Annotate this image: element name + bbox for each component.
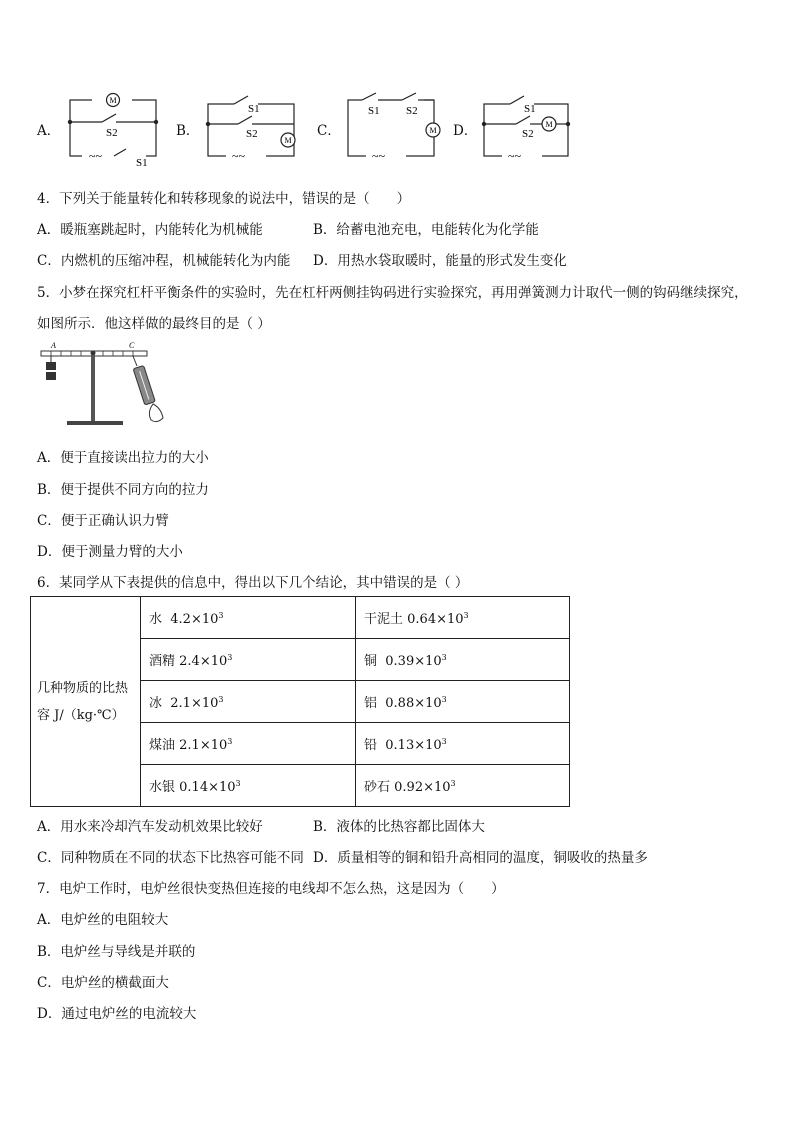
switch-label: S1 (524, 103, 536, 115)
circuit-diagram-c (340, 92, 444, 168)
switch-label: S2 (106, 127, 118, 139)
question-6-option-c: C．同种物质在不同的状态下比热容可能不同 (37, 850, 304, 866)
question-6-stem: 6．某同学从下表提供的信息中，得出以下几个结论，其中错误的是（ ） (37, 575, 469, 591)
question-6-option-b: B．液体的比热容都比固体大 (313, 819, 485, 835)
table-cell: 煤油 $2.1\times 10^3$ (141, 723, 356, 765)
table-cell: 冰 $2.1\times 10^3$ (141, 681, 356, 723)
question-5-option-b: B．便于提供不同方向的拉力 (37, 482, 209, 498)
question-4-stem: 4．下列关于能量转化和转移现象的说法中，错误的是（ ） (37, 191, 411, 207)
question-7-option-c: C．电炉丝的横截面大 (37, 975, 169, 991)
question-6-option-a: A．用水来冷却汽车发动机效果比较好 (37, 819, 263, 835)
switch-label: S2 (246, 128, 258, 140)
switch-label: S1 (368, 105, 380, 117)
question-7-option-d: D．通过电炉丝的电流较大 (37, 1006, 197, 1022)
table-cell: 铜 $0.39\times 10^3$ (356, 639, 570, 681)
question-4-option-b: B．给蓄电池充电，电能转化为化学能 (313, 222, 539, 238)
svg-text:M: M (109, 96, 117, 105)
circuit-diagram-d (476, 92, 576, 168)
question-5-stem-line-2: 如图所示．他这样做的最终目的是（ ） (37, 316, 271, 332)
svg-text:~~: ~~ (508, 149, 521, 163)
table-cell: 砂石 $0.92\times 10^3$ (356, 765, 570, 807)
lever-experiment-figure (37, 338, 177, 430)
switch-label: S2 (522, 128, 534, 140)
svg-text:~~: ~~ (89, 149, 102, 163)
question-4-option-d: D．用热水袋取暖时，能量的形式发生变化 (313, 253, 567, 269)
question-6-option-d: D．质量相等的铜和铅升高相同的温度，铜吸收的热量多 (313, 850, 648, 866)
question-5-option-d: D．便于测量力臂的大小 (37, 544, 183, 560)
svg-text:M: M (284, 136, 292, 145)
switch-label: S1 (248, 103, 260, 115)
specific-heat-table (30, 596, 570, 807)
circuit-option-a-label: A． (37, 123, 61, 139)
svg-text:M: M (545, 120, 553, 129)
question-4-option-c: C．内燃机的压缩冲程，机械能转化为内能 (37, 253, 291, 269)
switch-label: S2 (406, 105, 418, 117)
svg-text:M: M (429, 126, 437, 135)
circuit-option-d-label: D． (453, 123, 478, 139)
table-cell: 水银 $0.14\times 10^3$ (141, 765, 356, 807)
table-cell: 铝 $0.88\times 10^3$ (356, 681, 570, 723)
figure-label-a: A (51, 341, 56, 350)
svg-text:~~: ~~ (232, 149, 245, 163)
question-5-stem-line-1: 5．小梦在探究杠杆平衡条件的实验时，先在杠杆两侧挂钩码进行实验探究，再用弹簧测力计取代一侧的钩码继续探究， (37, 285, 748, 301)
figure-label-c: C (129, 341, 135, 350)
question-5-option-c: C．便于正确认识力臂 (37, 513, 169, 529)
table-cell: 水 $4.2\times 10^3$ (141, 597, 356, 639)
question-7-option-a: A．电炉丝的电阻较大 (37, 912, 169, 928)
svg-text:~~: ~~ (372, 149, 385, 163)
question-7-stem: 7．电炉工作时，电炉丝很快变热但连接的电线却不怎么热，这是因为（ ） (37, 881, 505, 897)
question-5-option-a: A．便于直接读出拉力的大小 (37, 450, 209, 466)
table-cell: 铅 $0.13\times 10^3$ (356, 723, 570, 765)
table-row (31, 597, 570, 639)
circuit-option-b-label: B． (176, 123, 200, 139)
circuit-diagram-a (62, 92, 162, 168)
question-4-option-a: A．暖瓶塞跳起时，内能转化为机械能 (37, 222, 263, 238)
circuit-diagram-b (200, 92, 302, 168)
question-7-option-b: B．电炉丝与导线是并联的 (37, 944, 196, 960)
circuit-option-c-label: C． (317, 123, 341, 139)
table-cell: 酒精 $2.4\times 10^3$ (141, 639, 356, 681)
table-header-cell: 几种物质的比热 容 J/（kg·℃） (31, 597, 141, 807)
table-cell: 干泥土 $0.64\times 10^3$ (356, 597, 570, 639)
switch-label: S1 (136, 157, 148, 168)
